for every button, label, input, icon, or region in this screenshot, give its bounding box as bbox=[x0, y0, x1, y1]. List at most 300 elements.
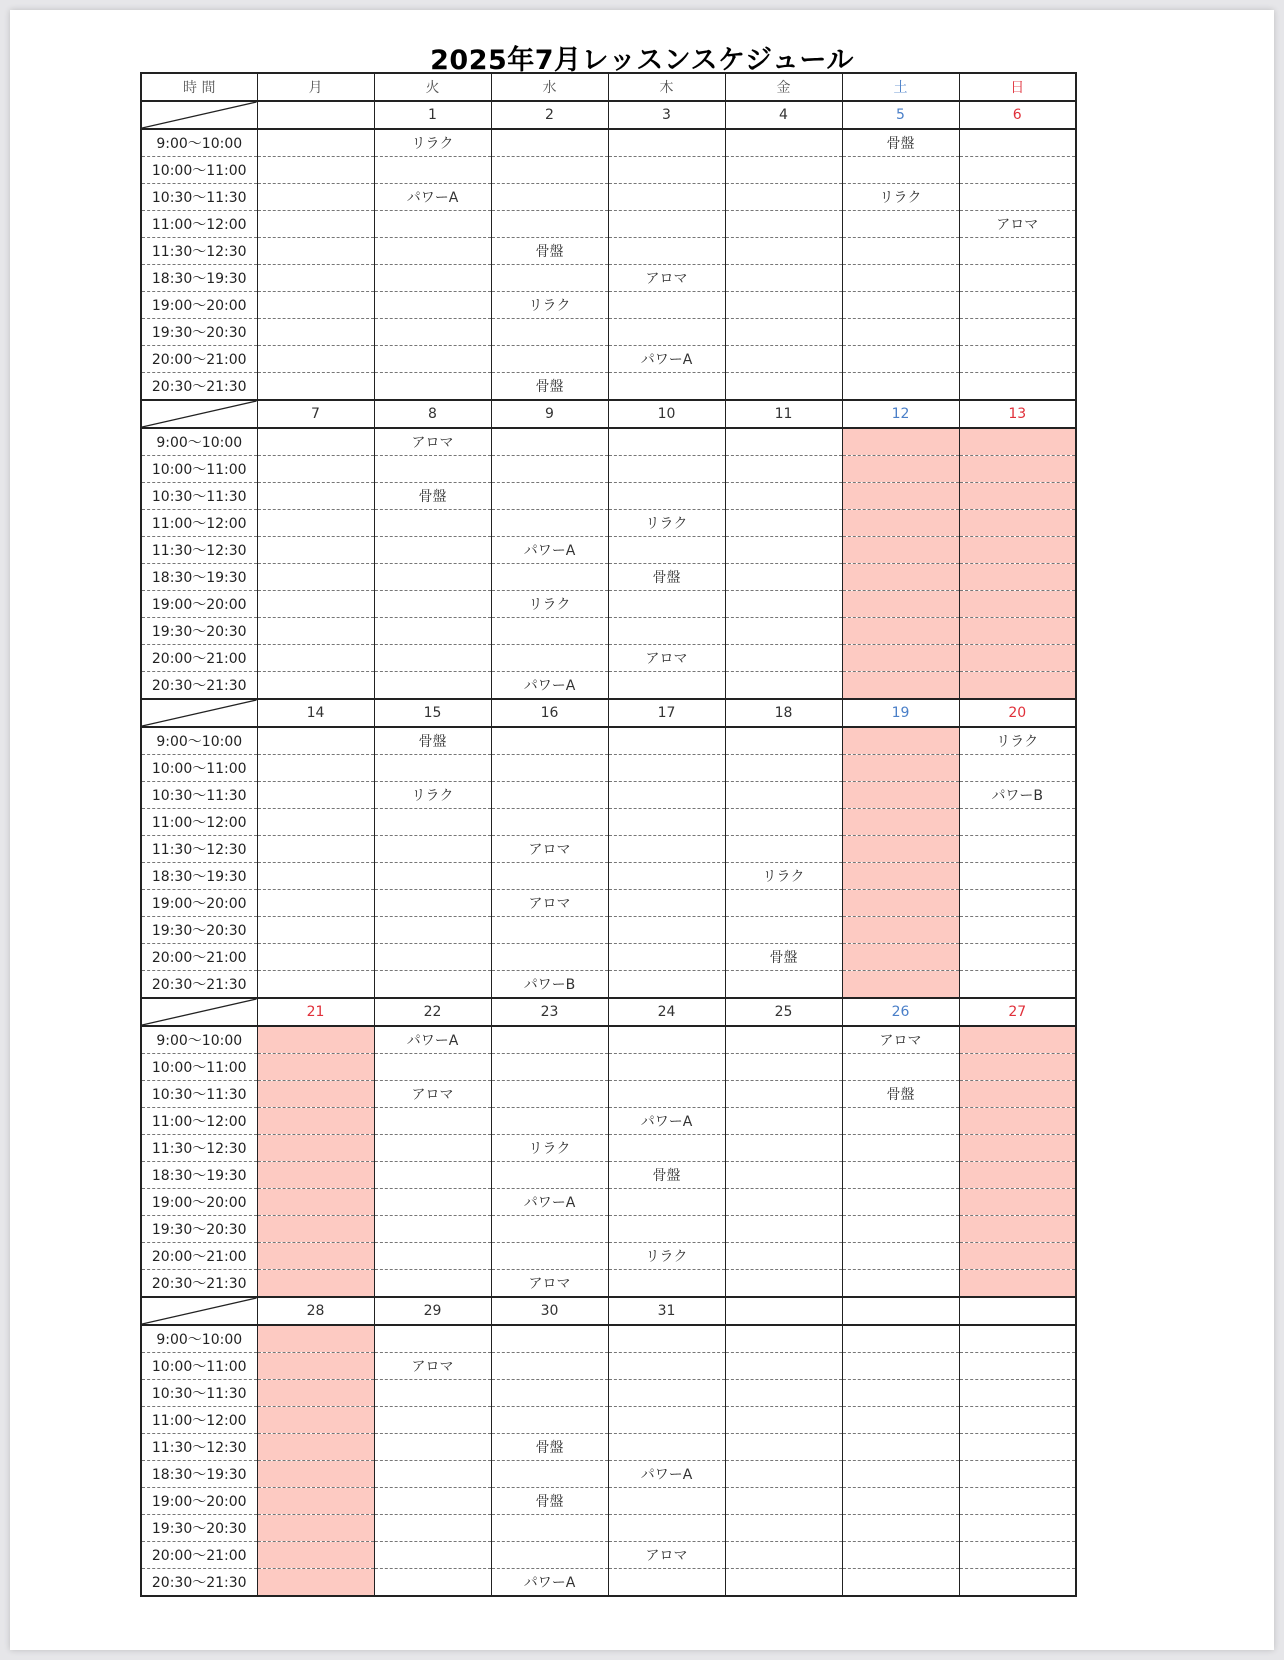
lesson-cell bbox=[725, 428, 842, 456]
lesson-cell bbox=[257, 971, 374, 999]
lesson-cell bbox=[842, 672, 959, 700]
lesson-cell bbox=[725, 483, 842, 510]
lesson-cell bbox=[608, 618, 725, 645]
lesson-cell bbox=[842, 510, 959, 537]
lesson-cell bbox=[842, 346, 959, 373]
time-slot-label: 11:30〜12:30 bbox=[141, 238, 257, 265]
time-slot-row bbox=[141, 890, 1076, 917]
lesson-cell bbox=[842, 863, 959, 890]
lesson-cell bbox=[257, 1488, 374, 1515]
lesson-cell bbox=[725, 238, 842, 265]
date-cell: 6 bbox=[959, 101, 1076, 129]
lesson-cell bbox=[725, 184, 842, 211]
lesson-cell: パワーA bbox=[608, 1108, 725, 1135]
lesson-cell bbox=[842, 265, 959, 292]
lesson-cell bbox=[257, 428, 374, 456]
lesson-cell bbox=[842, 755, 959, 782]
lesson-cell bbox=[491, 1515, 608, 1542]
time-slot-row bbox=[141, 971, 1076, 999]
date-cell: 24 bbox=[608, 998, 725, 1026]
lesson-cell: アロマ bbox=[842, 1026, 959, 1054]
lesson-cell bbox=[725, 319, 842, 346]
lesson-cell bbox=[608, 836, 725, 863]
lesson-cell bbox=[842, 1189, 959, 1216]
lesson-cell bbox=[257, 1081, 374, 1108]
date-cell bbox=[959, 1297, 1076, 1325]
lesson-cell bbox=[959, 1108, 1076, 1135]
lesson-cell bbox=[725, 265, 842, 292]
lesson-cell: パワーA bbox=[608, 346, 725, 373]
weekday-header-row bbox=[141, 73, 1076, 101]
lesson-cell bbox=[842, 1380, 959, 1407]
lesson-cell bbox=[491, 782, 608, 809]
date-cell: 8 bbox=[374, 400, 491, 428]
time-slot-row bbox=[141, 645, 1076, 672]
time-slot-label: 18:30〜19:30 bbox=[141, 265, 257, 292]
time-slot-label: 10:00〜11:00 bbox=[141, 456, 257, 483]
lesson-cell: リラク bbox=[374, 129, 491, 157]
document-page bbox=[10, 10, 1274, 1650]
lesson-cell bbox=[842, 917, 959, 944]
lesson-cell bbox=[959, 1569, 1076, 1597]
time-slot-label: 9:00〜10:00 bbox=[141, 1026, 257, 1054]
lesson-cell bbox=[257, 1270, 374, 1298]
lesson-cell bbox=[842, 1162, 959, 1189]
time-slot-row bbox=[141, 1542, 1076, 1569]
lesson-cell bbox=[959, 1081, 1076, 1108]
lesson-cell bbox=[491, 1108, 608, 1135]
lesson-cell bbox=[257, 1054, 374, 1081]
lesson-cell bbox=[725, 1488, 842, 1515]
lesson-cell: アロマ bbox=[491, 836, 608, 863]
lesson-cell bbox=[842, 1054, 959, 1081]
time-slot-label: 20:00〜21:00 bbox=[141, 944, 257, 971]
date-cell: 26 bbox=[842, 998, 959, 1026]
lesson-cell bbox=[491, 564, 608, 591]
lesson-cell bbox=[257, 836, 374, 863]
lesson-cell bbox=[725, 129, 842, 157]
lesson-cell bbox=[257, 184, 374, 211]
corner-cell bbox=[141, 400, 257, 428]
page-title: 2025年7月レッスンスケジュール bbox=[430, 45, 854, 76]
time-slot-row bbox=[141, 1353, 1076, 1380]
corner-cell bbox=[141, 101, 257, 129]
lesson-cell bbox=[608, 1135, 725, 1162]
time-slot-label: 20:00〜21:00 bbox=[141, 1542, 257, 1569]
lesson-cell bbox=[374, 618, 491, 645]
lesson-cell bbox=[374, 591, 491, 618]
date-cell: 25 bbox=[725, 998, 842, 1026]
lesson-cell bbox=[374, 1243, 491, 1270]
lesson-cell bbox=[608, 1081, 725, 1108]
lesson-cell bbox=[959, 917, 1076, 944]
lesson-cell bbox=[491, 456, 608, 483]
lesson-cell bbox=[257, 510, 374, 537]
lesson-cell: アロマ bbox=[374, 1353, 491, 1380]
lesson-cell bbox=[842, 564, 959, 591]
time-slot-label: 18:30〜19:30 bbox=[141, 863, 257, 890]
lesson-cell bbox=[374, 1434, 491, 1461]
lesson-cell bbox=[491, 1380, 608, 1407]
lesson-cell bbox=[491, 1243, 608, 1270]
lesson-cell bbox=[257, 1325, 374, 1353]
lesson-cell: 骨盤 bbox=[725, 944, 842, 971]
lesson-cell bbox=[959, 1216, 1076, 1243]
header-mon: 月 bbox=[257, 73, 374, 101]
corner-cell bbox=[141, 1297, 257, 1325]
lesson-cell bbox=[959, 483, 1076, 510]
lesson-cell bbox=[959, 456, 1076, 483]
week-date-row bbox=[141, 699, 1076, 727]
time-slot-row bbox=[141, 1026, 1076, 1054]
lesson-cell: パワーB bbox=[959, 782, 1076, 809]
date-cell: 17 bbox=[608, 699, 725, 727]
lesson-cell bbox=[257, 1108, 374, 1135]
time-slot-row bbox=[141, 238, 1076, 265]
lesson-cell bbox=[374, 1515, 491, 1542]
date-cell: 30 bbox=[491, 1297, 608, 1325]
lesson-cell bbox=[725, 1515, 842, 1542]
lesson-cell bbox=[491, 809, 608, 836]
time-slot-row bbox=[141, 836, 1076, 863]
lesson-cell: リラク bbox=[725, 863, 842, 890]
lesson-cell bbox=[257, 755, 374, 782]
lesson-cell bbox=[842, 645, 959, 672]
lesson-cell bbox=[608, 1270, 725, 1298]
time-slot-row bbox=[141, 782, 1076, 809]
time-slot-row bbox=[141, 1189, 1076, 1216]
lesson-cell bbox=[257, 211, 374, 238]
date-cell: 12 bbox=[842, 400, 959, 428]
lesson-cell bbox=[959, 1407, 1076, 1434]
lesson-cell bbox=[608, 456, 725, 483]
lesson-cell bbox=[491, 618, 608, 645]
time-slot-row bbox=[141, 564, 1076, 591]
date-cell: 18 bbox=[725, 699, 842, 727]
lesson-cell bbox=[491, 1461, 608, 1488]
lesson-cell bbox=[608, 1407, 725, 1434]
lesson-cell bbox=[725, 1325, 842, 1353]
lesson-cell bbox=[257, 782, 374, 809]
lesson-cell bbox=[257, 618, 374, 645]
time-slot-row bbox=[141, 1108, 1076, 1135]
lesson-cell bbox=[725, 292, 842, 319]
week-date-row bbox=[141, 101, 1076, 129]
lesson-cell: パワーA bbox=[374, 1026, 491, 1054]
lesson-cell bbox=[257, 917, 374, 944]
lesson-cell bbox=[491, 428, 608, 456]
lesson-cell bbox=[842, 1353, 959, 1380]
week-date-row bbox=[141, 400, 1076, 428]
time-slot-row bbox=[141, 591, 1076, 618]
time-slot-row bbox=[141, 1488, 1076, 1515]
time-slot-label: 10:30〜11:30 bbox=[141, 782, 257, 809]
time-slot-label: 20:30〜21:30 bbox=[141, 373, 257, 401]
lesson-cell bbox=[608, 1515, 725, 1542]
lesson-cell bbox=[725, 1135, 842, 1162]
lesson-cell: 骨盤 bbox=[608, 1162, 725, 1189]
date-cell: 2 bbox=[491, 101, 608, 129]
lesson-cell bbox=[842, 319, 959, 346]
lesson-cell bbox=[257, 1026, 374, 1054]
week-date-row bbox=[141, 1297, 1076, 1325]
lesson-cell bbox=[725, 1542, 842, 1569]
time-slot-label: 10:30〜11:30 bbox=[141, 184, 257, 211]
lesson-cell bbox=[374, 863, 491, 890]
lesson-cell: アロマ bbox=[608, 645, 725, 672]
lesson-cell bbox=[608, 782, 725, 809]
lesson-cell bbox=[842, 1108, 959, 1135]
lesson-cell bbox=[959, 238, 1076, 265]
lesson-cell bbox=[374, 319, 491, 346]
lesson-cell bbox=[257, 346, 374, 373]
lesson-cell bbox=[257, 1515, 374, 1542]
lesson-cell bbox=[374, 890, 491, 917]
lesson-cell bbox=[257, 672, 374, 700]
lesson-cell bbox=[959, 1135, 1076, 1162]
lesson-cell bbox=[959, 265, 1076, 292]
lesson-cell bbox=[725, 564, 842, 591]
time-slot-label: 19:00〜20:00 bbox=[141, 1189, 257, 1216]
lesson-cell: リラク bbox=[491, 292, 608, 319]
time-slot-label: 10:00〜11:00 bbox=[141, 1353, 257, 1380]
lesson-cell bbox=[959, 292, 1076, 319]
lesson-cell bbox=[608, 157, 725, 184]
time-slot-label: 11:00〜12:00 bbox=[141, 510, 257, 537]
lesson-cell bbox=[491, 1081, 608, 1108]
lesson-cell bbox=[842, 971, 959, 999]
lesson-cell bbox=[257, 157, 374, 184]
lesson-cell bbox=[374, 1054, 491, 1081]
time-slot-label: 10:30〜11:30 bbox=[141, 1081, 257, 1108]
lesson-cell bbox=[842, 373, 959, 401]
lesson-cell bbox=[842, 782, 959, 809]
lesson-cell bbox=[257, 890, 374, 917]
lesson-cell bbox=[959, 184, 1076, 211]
lesson-cell bbox=[257, 483, 374, 510]
lesson-cell bbox=[491, 346, 608, 373]
time-slot-label: 9:00〜10:00 bbox=[141, 1325, 257, 1353]
lesson-cell bbox=[725, 456, 842, 483]
lesson-cell: 骨盤 bbox=[842, 129, 959, 157]
lesson-cell bbox=[257, 1434, 374, 1461]
lesson-cell: アロマ bbox=[374, 428, 491, 456]
diagonal-line-icon bbox=[142, 102, 257, 128]
lesson-cell bbox=[842, 1216, 959, 1243]
lesson-cell bbox=[257, 1380, 374, 1407]
time-slot-row bbox=[141, 1216, 1076, 1243]
lesson-cell bbox=[842, 537, 959, 564]
lesson-cell bbox=[842, 456, 959, 483]
lesson-cell bbox=[608, 1026, 725, 1054]
lesson-cell bbox=[257, 265, 374, 292]
lesson-cell bbox=[959, 373, 1076, 401]
time-slot-row bbox=[141, 483, 1076, 510]
time-slot-label: 18:30〜19:30 bbox=[141, 1162, 257, 1189]
time-slot-label: 11:00〜12:00 bbox=[141, 211, 257, 238]
date-cell: 16 bbox=[491, 699, 608, 727]
lesson-cell bbox=[725, 1380, 842, 1407]
lesson-cell bbox=[725, 971, 842, 999]
lesson-cell bbox=[257, 1461, 374, 1488]
time-slot-row bbox=[141, 211, 1076, 238]
lesson-cell bbox=[608, 211, 725, 238]
diagonal-line-icon bbox=[142, 1298, 257, 1324]
corner-cell bbox=[141, 998, 257, 1026]
time-slot-row bbox=[141, 1081, 1076, 1108]
date-cell: 31 bbox=[608, 1297, 725, 1325]
lesson-cell bbox=[257, 727, 374, 755]
lesson-cell bbox=[257, 1407, 374, 1434]
lesson-cell bbox=[725, 1054, 842, 1081]
lesson-cell bbox=[374, 373, 491, 401]
time-slot-label: 19:00〜20:00 bbox=[141, 890, 257, 917]
time-slot-row bbox=[141, 1569, 1076, 1597]
diagonal-line-icon bbox=[142, 401, 257, 427]
time-slot-label: 10:00〜11:00 bbox=[141, 157, 257, 184]
lesson-cell bbox=[959, 1353, 1076, 1380]
lesson-cell: リラク bbox=[608, 510, 725, 537]
lesson-cell: 骨盤 bbox=[491, 238, 608, 265]
lesson-cell bbox=[374, 672, 491, 700]
lesson-cell bbox=[257, 319, 374, 346]
date-cell: 5 bbox=[842, 101, 959, 129]
time-slot-row bbox=[141, 863, 1076, 890]
lesson-cell bbox=[959, 1325, 1076, 1353]
time-slot-label: 11:00〜12:00 bbox=[141, 809, 257, 836]
date-cell: 23 bbox=[491, 998, 608, 1026]
week-date-row bbox=[141, 998, 1076, 1026]
lesson-cell bbox=[491, 1216, 608, 1243]
lesson-cell bbox=[608, 917, 725, 944]
lesson-cell bbox=[491, 1325, 608, 1353]
time-slot-label: 19:30〜20:30 bbox=[141, 319, 257, 346]
lesson-cell bbox=[725, 510, 842, 537]
lesson-cell bbox=[842, 1270, 959, 1298]
lesson-cell bbox=[491, 1542, 608, 1569]
lesson-cell bbox=[608, 373, 725, 401]
lesson-cell bbox=[842, 1569, 959, 1597]
time-slot-row bbox=[141, 755, 1076, 782]
time-slot-label: 19:00〜20:00 bbox=[141, 591, 257, 618]
time-slot-row bbox=[141, 1162, 1076, 1189]
lesson-cell bbox=[491, 157, 608, 184]
lesson-cell bbox=[959, 1054, 1076, 1081]
lesson-cell bbox=[842, 836, 959, 863]
lesson-cell bbox=[842, 1515, 959, 1542]
lesson-cell: 骨盤 bbox=[491, 373, 608, 401]
header-sun: 日 bbox=[959, 73, 1076, 101]
lesson-cell bbox=[725, 1026, 842, 1054]
lesson-cell bbox=[959, 618, 1076, 645]
lesson-cell bbox=[491, 944, 608, 971]
header-tue: 火 bbox=[374, 73, 491, 101]
lesson-cell bbox=[374, 971, 491, 999]
lesson-cell bbox=[608, 755, 725, 782]
lesson-cell bbox=[959, 564, 1076, 591]
lesson-cell bbox=[257, 537, 374, 564]
lesson-cell bbox=[725, 1243, 842, 1270]
lesson-cell: リラク bbox=[491, 1135, 608, 1162]
lesson-cell: リラク bbox=[608, 1243, 725, 1270]
lesson-cell bbox=[725, 618, 842, 645]
lesson-cell: 骨盤 bbox=[491, 1434, 608, 1461]
lesson-cell bbox=[608, 1380, 725, 1407]
time-slot-label: 10:00〜11:00 bbox=[141, 755, 257, 782]
lesson-cell bbox=[725, 890, 842, 917]
lesson-cell bbox=[959, 645, 1076, 672]
lesson-cell bbox=[374, 346, 491, 373]
date-cell: 7 bbox=[257, 400, 374, 428]
lesson-cell bbox=[959, 510, 1076, 537]
lesson-cell bbox=[491, 1054, 608, 1081]
lesson-cell bbox=[842, 809, 959, 836]
lesson-cell bbox=[842, 1407, 959, 1434]
lesson-cell bbox=[257, 1135, 374, 1162]
time-slot-label: 9:00〜10:00 bbox=[141, 428, 257, 456]
lesson-cell bbox=[725, 672, 842, 700]
lesson-cell: リラク bbox=[491, 591, 608, 618]
time-slot-label: 19:30〜20:30 bbox=[141, 1515, 257, 1542]
time-slot-row bbox=[141, 346, 1076, 373]
lesson-cell bbox=[257, 1189, 374, 1216]
lesson-cell bbox=[725, 1162, 842, 1189]
lesson-cell bbox=[725, 157, 842, 184]
lesson-cell bbox=[725, 1189, 842, 1216]
lesson-cell bbox=[959, 1515, 1076, 1542]
header-wed: 水 bbox=[491, 73, 608, 101]
lesson-cell bbox=[842, 157, 959, 184]
lesson-cell bbox=[725, 1569, 842, 1597]
lesson-cell bbox=[257, 292, 374, 319]
lesson-cell bbox=[725, 782, 842, 809]
lesson-cell bbox=[842, 591, 959, 618]
lesson-cell bbox=[842, 483, 959, 510]
lesson-cell: パワーA bbox=[491, 537, 608, 564]
lesson-cell bbox=[959, 1243, 1076, 1270]
lesson-cell: アロマ bbox=[491, 890, 608, 917]
lesson-cell bbox=[959, 129, 1076, 157]
lesson-cell bbox=[959, 319, 1076, 346]
lesson-cell bbox=[959, 537, 1076, 564]
date-cell: 29 bbox=[374, 1297, 491, 1325]
lesson-cell bbox=[608, 1353, 725, 1380]
lesson-cell bbox=[842, 1325, 959, 1353]
date-cell: 20 bbox=[959, 699, 1076, 727]
lesson-cell bbox=[374, 809, 491, 836]
lesson-cell bbox=[491, 917, 608, 944]
lesson-cell bbox=[374, 510, 491, 537]
date-cell bbox=[257, 101, 374, 129]
time-slot-label: 19:00〜20:00 bbox=[141, 1488, 257, 1515]
time-slot-label: 20:30〜21:30 bbox=[141, 1569, 257, 1597]
lesson-cell bbox=[257, 645, 374, 672]
lesson-cell bbox=[608, 428, 725, 456]
time-slot-label: 19:00〜20:00 bbox=[141, 292, 257, 319]
lesson-cell bbox=[608, 483, 725, 510]
time-slot-row bbox=[141, 727, 1076, 755]
lesson-cell bbox=[491, 510, 608, 537]
lesson-cell bbox=[491, 1353, 608, 1380]
lesson-cell bbox=[257, 809, 374, 836]
lesson-cell bbox=[725, 537, 842, 564]
lesson-cell bbox=[608, 1325, 725, 1353]
time-slot-label: 11:00〜12:00 bbox=[141, 1407, 257, 1434]
time-slot-row bbox=[141, 1243, 1076, 1270]
time-slot-row bbox=[141, 1325, 1076, 1353]
time-slot-row bbox=[141, 510, 1076, 537]
lesson-cell bbox=[842, 1488, 959, 1515]
